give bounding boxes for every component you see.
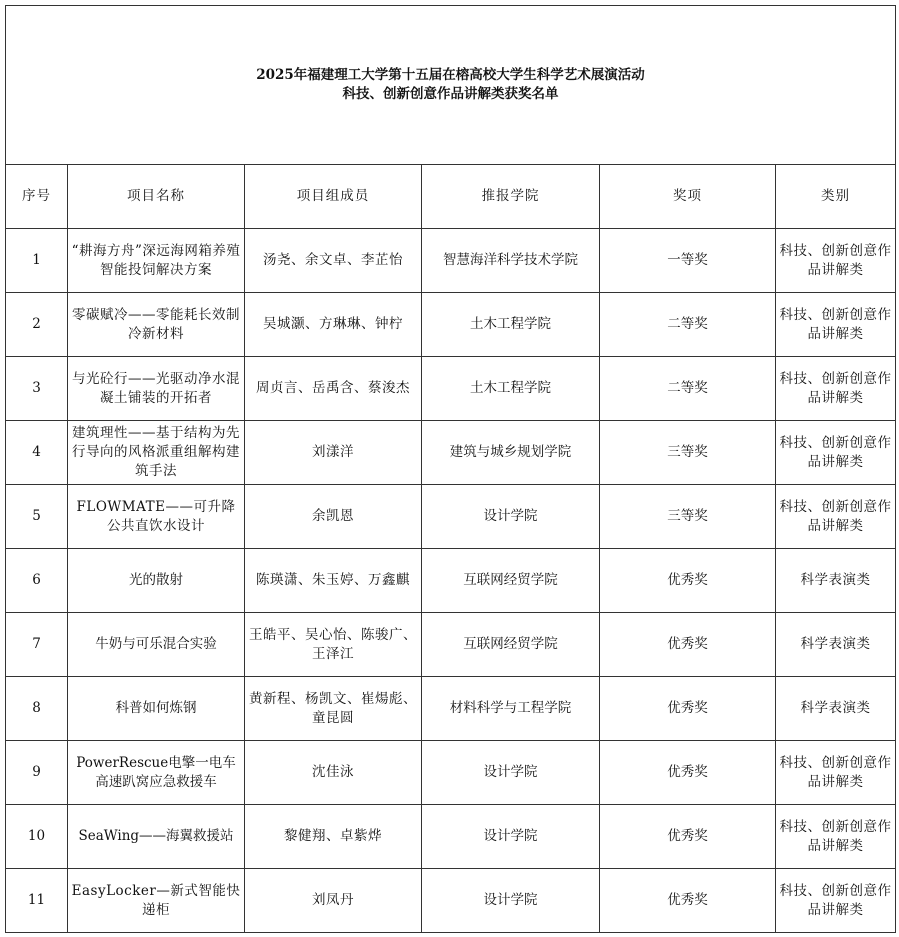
title-line-2: 科技、创新创意作品讲解类获奖名单 [342, 86, 559, 102]
cell-award: 三等奖 [600, 485, 776, 549]
cell-award: 二等奖 [600, 293, 776, 357]
cell-category: 科技、创新创意作品讲解类 [776, 293, 896, 357]
cell-members: 黄新程、杨凯文、崔煬彪、童昆圆 [245, 677, 422, 741]
header-members: 项目组成员 [245, 165, 422, 229]
cell-members: 吴城灏、方琳琳、钟柠 [245, 293, 422, 357]
cell-college: 互联网经贸学院 [422, 549, 600, 613]
cell-award: 优秀奖 [600, 869, 776, 933]
cell-project-name: “耕海方舟”深远海网箱养殖智能投饲解决方案 [68, 229, 245, 293]
table-row [6, 485, 896, 549]
table-row [6, 677, 896, 741]
cell-members: 周贞言、岳禹含、蔡浚杰 [245, 357, 422, 421]
cell-no: 7 [6, 613, 68, 677]
cell-project-name: 光的散射 [68, 549, 245, 613]
cell-award: 三等奖 [600, 421, 776, 485]
table-row [6, 805, 896, 869]
cell-project-name: PowerRescue电擎一电车高速趴窝应急救援车 [68, 741, 245, 805]
cell-award: 优秀奖 [600, 549, 776, 613]
cell-no: 11 [6, 869, 68, 933]
cell-members: 刘漾洋 [245, 421, 422, 485]
cell-members: 汤尧、余文卓、李芷怡 [245, 229, 422, 293]
cell-no: 5 [6, 485, 68, 549]
cell-college: 建筑与城乡规划学院 [422, 421, 600, 485]
cell-project-name: 建筑理性——基于结构为先行导向的风格派重组解构建筑手法 [68, 421, 245, 485]
cell-category: 科技、创新创意作品讲解类 [776, 421, 896, 485]
cell-category: 科技、创新创意作品讲解类 [776, 485, 896, 549]
table-row [6, 613, 896, 677]
table-header-row [6, 165, 896, 229]
cell-no: 1 [6, 229, 68, 293]
cell-category: 科技、创新创意作品讲解类 [776, 229, 896, 293]
header-category: 类别 [776, 165, 896, 229]
cell-project-name: 与光砼行——光驱动净水混凝土铺装的开拓者 [68, 357, 245, 421]
cell-members: 余凯恩 [245, 485, 422, 549]
header-no: 序号 [6, 165, 68, 229]
title-row [6, 6, 896, 165]
cell-college: 材料科学与工程学院 [422, 677, 600, 741]
table-row [6, 741, 896, 805]
cell-category: 科技、创新创意作品讲解类 [776, 805, 896, 869]
cell-category: 科技、创新创意作品讲解类 [776, 357, 896, 421]
cell-no: 9 [6, 741, 68, 805]
cell-members: 黎健翔、卓紫烨 [245, 805, 422, 869]
table-row [6, 293, 896, 357]
cell-college: 设计学院 [422, 869, 600, 933]
cell-award: 一等奖 [600, 229, 776, 293]
cell-project-name: EasyLocker—新式智能快递柜 [68, 869, 245, 933]
cell-project-name: 科普如何炼钢 [68, 677, 245, 741]
cell-members: 沈佳泳 [245, 741, 422, 805]
cell-no: 4 [6, 421, 68, 485]
cell-members: 王皓平、吴心怡、陈骏广、王泽江 [245, 613, 422, 677]
page-title [6, 6, 896, 165]
cell-college: 土木工程学院 [422, 357, 600, 421]
award-list-table [5, 5, 896, 933]
cell-no: 2 [6, 293, 68, 357]
cell-college: 智慧海洋科学技术学院 [422, 229, 600, 293]
cell-no: 10 [6, 805, 68, 869]
cell-category: 科学表演类 [776, 613, 896, 677]
cell-members: 刘凤丹 [245, 869, 422, 933]
table-row [6, 421, 896, 485]
header-award: 奖项 [600, 165, 776, 229]
cell-project-name: SeaWing——海翼救援站 [68, 805, 245, 869]
cell-category: 科学表演类 [776, 677, 896, 741]
table-row [6, 549, 896, 613]
cell-college: 互联网经贸学院 [422, 613, 600, 677]
cell-college: 设计学院 [422, 485, 600, 549]
cell-project-name: FLOWMATE——可升降公共直饮水设计 [68, 485, 245, 549]
cell-college: 设计学院 [422, 741, 600, 805]
table-row [6, 869, 896, 933]
header-project-name: 项目名称 [68, 165, 245, 229]
cell-award: 优秀奖 [600, 677, 776, 741]
cell-award: 优秀奖 [600, 741, 776, 805]
cell-members: 陈瑛潇、朱玉婷、万鑫麒 [245, 549, 422, 613]
cell-project-name: 牛奶与可乐混合实验 [68, 613, 245, 677]
table-row [6, 357, 896, 421]
cell-award: 优秀奖 [600, 613, 776, 677]
cell-category: 科技、创新创意作品讲解类 [776, 741, 896, 805]
cell-category: 科技、创新创意作品讲解类 [776, 869, 896, 933]
cell-award: 优秀奖 [600, 805, 776, 869]
table-row [6, 229, 896, 293]
cell-no: 3 [6, 357, 68, 421]
cell-award: 二等奖 [600, 357, 776, 421]
cell-no: 6 [6, 549, 68, 613]
cell-category: 科学表演类 [776, 549, 896, 613]
cell-college: 设计学院 [422, 805, 600, 869]
cell-no: 8 [6, 677, 68, 741]
cell-college: 土木工程学院 [422, 293, 600, 357]
cell-project-name: 零碳赋冷——零能耗长效制冷新材料 [68, 293, 245, 357]
header-college: 推报学院 [422, 165, 600, 229]
title-line-1: 2025年福建理工大学第十五届在榕高校大学生科学艺术展演活动 [256, 67, 645, 83]
